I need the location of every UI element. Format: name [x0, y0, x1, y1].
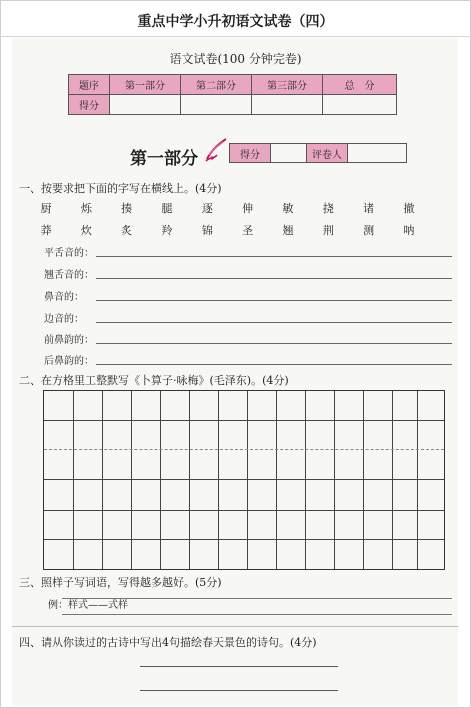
- grid-line: [218, 391, 219, 569]
- q1-char-row-2: [35, 222, 420, 238]
- q1-char: 翘: [282, 224, 294, 237]
- q1-char: 呐: [403, 224, 415, 237]
- q3-answer-line[interactable]: [62, 614, 452, 615]
- q1-char: 炊: [80, 224, 92, 237]
- q1-char: 逐: [201, 202, 213, 215]
- score-cell-1[interactable]: [110, 95, 181, 115]
- q3-prompt: 三、照样子写词语，写得越多越好。(5分): [19, 576, 222, 589]
- q1-category-label: 前鼻韵的：: [44, 335, 94, 346]
- grid-line: [189, 391, 190, 569]
- q1-char: 羚: [161, 224, 173, 237]
- grid-line: [44, 539, 444, 540]
- q1-char: 莽: [40, 224, 52, 237]
- score-table: [68, 74, 397, 115]
- q1-char: 挠: [322, 202, 334, 215]
- q3-answer-line[interactable]: [62, 598, 452, 599]
- q1-char: 伸: [242, 202, 254, 215]
- grid-line: [160, 391, 161, 569]
- part-one-score-label: 得分: [230, 144, 271, 163]
- q1-category-label: 平舌音的：: [44, 248, 94, 259]
- score-cell-2[interactable]: [181, 95, 252, 115]
- q1-char: 厨: [40, 202, 52, 215]
- q1-char: 圣: [242, 224, 254, 237]
- grid-line: [44, 510, 444, 511]
- q1-char: 诸: [363, 202, 375, 215]
- part-one-score-field[interactable]: [271, 144, 307, 163]
- q1-answer-row: [44, 266, 452, 280]
- q1-char: 锦: [201, 224, 213, 237]
- part-one-title: 第一部分: [130, 149, 198, 169]
- q1-answer-line[interactable]: [96, 278, 452, 279]
- grid-line: [392, 391, 393, 569]
- grid-line: [334, 391, 335, 569]
- part-one-reviewer-field[interactable]: [348, 144, 407, 163]
- q1-answer-line[interactable]: [96, 300, 452, 301]
- q1-char: 敏: [282, 202, 294, 215]
- score-table-col-1: 第一部分: [110, 75, 181, 95]
- grid-line: [276, 391, 277, 569]
- q1-answer-row: [44, 310, 452, 324]
- q1-category-label: 鼻音的：: [44, 292, 84, 303]
- q1-answer-line[interactable]: [96, 364, 452, 365]
- q2-prompt: 二、在方格里工整默写《卜算子·咏梅》(毛泽东)。(4分): [19, 374, 289, 387]
- q1-category-label: 后鼻韵的：: [44, 356, 94, 367]
- q1-char: 腿: [161, 202, 173, 215]
- q1-answer-row: [44, 244, 452, 258]
- q1-char-row-1: [35, 200, 420, 216]
- q1-category-label: 翘舌音的：: [44, 270, 94, 281]
- q1-char: 揍: [121, 202, 133, 215]
- q1-answer-row: [44, 288, 452, 302]
- page-title: 重点中学小升初语文试卷（四）: [137, 14, 334, 30]
- section-divider: [12, 626, 458, 627]
- header-divider: [0, 36, 471, 37]
- exam-subtitle: 语文试卷(100 分钟完卷): [169, 52, 302, 66]
- q1-answer-line[interactable]: [96, 322, 452, 323]
- q1-answer-line[interactable]: [96, 343, 452, 344]
- score-table-col-3: 第三部分: [252, 75, 323, 95]
- q1-char: 测: [363, 224, 375, 237]
- score-cell-3[interactable]: [252, 95, 323, 115]
- q1-char: 撤: [403, 202, 415, 215]
- part-one-reviewer-label: 评卷人: [307, 144, 348, 163]
- score-table-header-row: [69, 75, 397, 95]
- q1-category-label: 边音的：: [44, 314, 84, 325]
- q3-example: 例：样式——式样: [48, 600, 128, 611]
- score-table-col-2: 第二部分: [181, 75, 252, 95]
- q4-prompt: 四、请从你读过的古诗中写出4句描绘春天景色的诗句。(4分): [19, 636, 317, 649]
- q1-answer-row: [44, 331, 452, 345]
- score-cell-4[interactable]: [323, 95, 397, 115]
- grid-line: [73, 391, 74, 569]
- grid-guide-line: [44, 449, 444, 450]
- q1-char: 炙: [121, 224, 133, 237]
- q1-char: 荆: [322, 224, 334, 237]
- grid-line: [102, 391, 103, 569]
- grid-line: [44, 420, 444, 421]
- q4-answer-line[interactable]: [140, 666, 338, 667]
- grid-line: [417, 391, 418, 569]
- score-table-score-row: [69, 95, 397, 115]
- grid-line: [247, 391, 248, 569]
- q1-answer-row: [44, 352, 452, 366]
- grid-line: [363, 391, 364, 569]
- grid-line: [131, 391, 132, 569]
- q1-answer-line[interactable]: [96, 256, 452, 257]
- writing-grid[interactable]: [43, 390, 445, 570]
- score-table-col-4: 总 分: [323, 75, 397, 95]
- score-table-row-label: 题序: [69, 75, 110, 95]
- part-one-score-box: [229, 143, 407, 163]
- q1-prompt: 一、按要求把下面的字写在横线上。(4分): [19, 182, 222, 195]
- q4-answer-line[interactable]: [140, 690, 338, 691]
- score-table-score-label: 得分: [69, 95, 110, 115]
- grid-line: [44, 479, 444, 480]
- pen-flourish-icon: [205, 137, 229, 163]
- q1-char: 烁: [80, 202, 92, 215]
- grid-line: [305, 391, 306, 569]
